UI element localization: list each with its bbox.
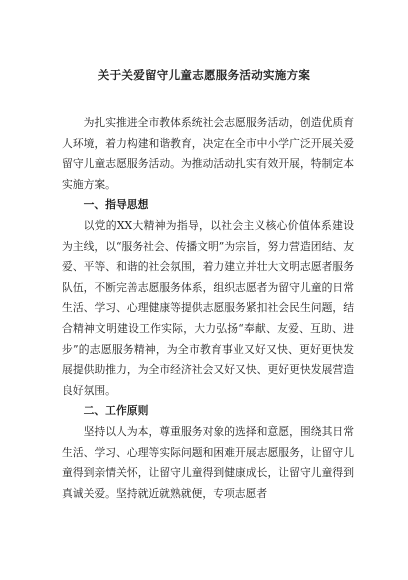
section-paragraph-guiding-ideology: 以党的XX大精神为指导，以社会主义核心价值体系建设为主线，以“服务社会、传播文明”为宗旨，努力营造团结、友爱、平等、和谐的社会氛围，着力建立并壮大文明志愿者服务队伍，不断完善志愿服务体系，组织志愿者为留守儿童的日常生活、学习、心理健康等提供志愿服务紧扣社会民生问题，结合精神文明建设工作实际，大力弘扬“奉献、友爱、互助、进步”的志愿服务精神，为全市教育事业又好又快、更好更快发展提供助推力，为全市经济社会又好又快、更好更快发展营造良好氛围。 xyxy=(62,218,354,397)
section-heading-guiding-ideology: 一、指导思想 xyxy=(83,198,149,212)
document-body xyxy=(62,113,354,504)
section-paragraph-work-principles: 坚持以人为本，尊重服务对象的选择和意愿，围绕其日常生活、学习、心理等实际问题和困难开展志愿服务，让留守儿童得到亲情关怀，让留守儿童得到健康成长，让留守儿童得到真诚关爱。坚持就近就熟就便，专项志愿者 xyxy=(62,424,354,500)
section-heading-work-principles: 二、工作原则 xyxy=(83,404,149,418)
intro-paragraph: 为扎实推进全市教体系统社会志愿服务活动，创造优质育人环境，着力构建和谐教育，决定在全市中小学广泛开展关爱留守儿童志愿服务活动。为推动活动扎实有效开展，特制定本实施方案。 xyxy=(62,116,354,191)
document-title: 关于关爱留守儿童志愿服务活动实施方案 xyxy=(97,68,311,82)
